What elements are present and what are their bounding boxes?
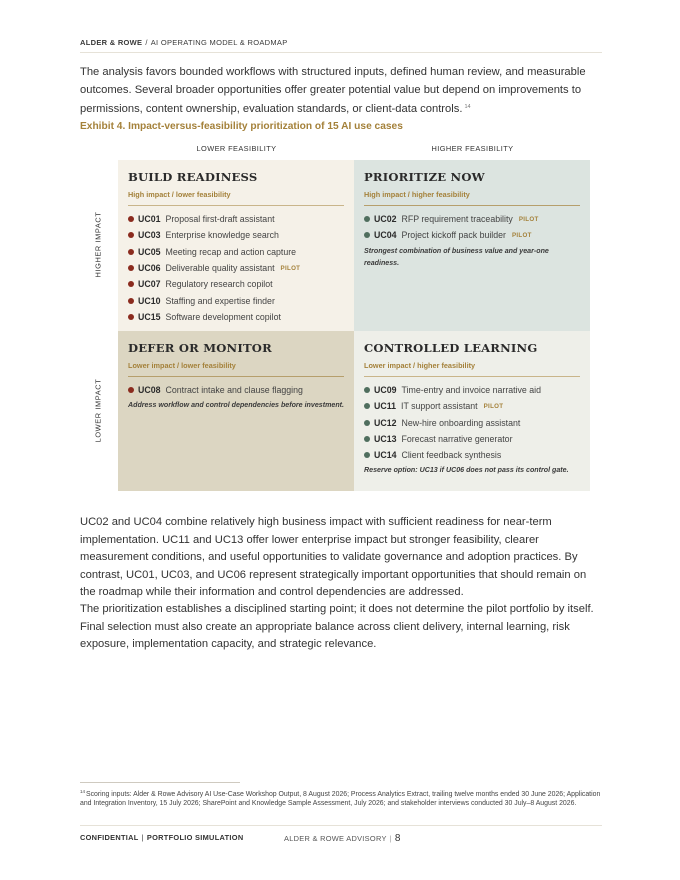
footnote bbox=[80, 788, 602, 808]
footnote-ref[interactable]: 14 bbox=[464, 104, 471, 111]
footnote-text: Scoring inputs: Alder & Rowe Advisory AI Use-Case Workshop Output, 8 August 2026; Process Analytics Extract, trailing twelve months ended 30 June 2026; Application and Integration Inventory, 15 July 2026; SharePoint and Knowledge Sample Assessment, July 2026; and stakeholder interviews conducted 30 July–8 August 2026. bbox=[80, 791, 601, 807]
use-case-label: Software development copilot bbox=[165, 311, 281, 322]
quadrant-note: Reserve option: UC13 if UC06 does not pass its control gate. bbox=[364, 466, 569, 475]
bullet-dot-icon bbox=[128, 265, 134, 271]
header-title: AI OPERATING MODEL & ROADMAP bbox=[150, 38, 288, 47]
exhibit-title: Exhibit 4. Impact-versus-feasibility prioritization of 15 AI use cases bbox=[80, 121, 403, 132]
page-number: 8 bbox=[394, 833, 401, 844]
quadrant-controlled-learning bbox=[354, 331, 590, 491]
use-case-code: UC01 bbox=[138, 214, 161, 225]
use-case-code: UC03 bbox=[138, 230, 161, 241]
quadrant-defer-or-monitor bbox=[118, 331, 354, 491]
body-paragraph: UC02 and UC04 combine relatively high business impact with sufficient readiness for near-term implementation. UC11 and UC13 offer lower enterprise impact but stronger feasibility, clearer measurement conditions, and useful opportunities to validate governance and adoption practices. By contrast, UC01, UC03, and UC06 represent strategically important opportunities that should remain on the roadmap while their information and control dependencies are addressed. bbox=[80, 516, 587, 599]
header-rule bbox=[80, 52, 602, 53]
use-case-label: Enterprise knowledge search bbox=[165, 230, 279, 241]
use-case-label: Meeting recap and action capture bbox=[165, 246, 297, 257]
use-case-label: Contract intake and clause flagging bbox=[165, 385, 303, 396]
use-case-code: UC09 bbox=[374, 385, 397, 396]
use-case-label: Deliverable quality assistant bbox=[165, 263, 275, 274]
bullet-dot-icon bbox=[128, 314, 134, 320]
quadrant-note: Strongest combination of business value and year-one readiness. bbox=[364, 246, 549, 267]
use-case-code: UC15 bbox=[138, 311, 161, 322]
quadrant-prioritize-now bbox=[354, 160, 590, 331]
use-case-label: Regulatory research copilot bbox=[165, 279, 273, 290]
use-case-code: UC10 bbox=[138, 295, 161, 306]
bullet-dot-icon bbox=[364, 436, 370, 442]
bullet-dot-icon bbox=[128, 281, 134, 287]
use-case-item bbox=[364, 447, 580, 463]
use-case-code: UC11 bbox=[374, 401, 397, 412]
quadrant-subtitle: High impact / lower feasibility bbox=[128, 190, 231, 199]
use-case-item bbox=[364, 382, 580, 398]
use-case-label: Forecast narrative generator bbox=[401, 434, 513, 445]
bullet-dot-icon bbox=[128, 249, 134, 255]
pilot-badge: PILOT bbox=[483, 402, 504, 410]
footer-left bbox=[80, 833, 243, 842]
bullet-dot-icon bbox=[364, 232, 370, 238]
row-header-lower-impact: LOWER IMPACT bbox=[93, 378, 103, 443]
footer-right bbox=[284, 833, 401, 844]
column-header-higher-feasibility: HIGHER FEASIBILITY bbox=[431, 144, 514, 153]
row-header-higher-impact: HIGHER IMPACT bbox=[93, 211, 103, 278]
bullet-dot-icon bbox=[128, 298, 134, 304]
use-case-item bbox=[128, 382, 344, 398]
quadrant-rule bbox=[364, 205, 580, 206]
quadrant-rule bbox=[364, 376, 580, 377]
footnote-number: 14 bbox=[80, 789, 86, 794]
pilot-badge: PILOT bbox=[511, 231, 532, 239]
use-case-code: UC02 bbox=[374, 214, 397, 225]
quadrant-title: DEFER OR MONITOR bbox=[128, 341, 272, 355]
quadrant-subtitle: High impact / higher feasibility bbox=[364, 190, 470, 199]
bullet-dot-icon bbox=[364, 420, 370, 426]
footnote-rule bbox=[80, 782, 240, 783]
running-header bbox=[80, 38, 288, 47]
footer-separator: | bbox=[141, 833, 144, 842]
bullet-dot-icon bbox=[364, 403, 370, 409]
use-case-item bbox=[128, 260, 344, 276]
use-case-label: Project kickoff pack builder bbox=[401, 230, 506, 241]
use-case-item bbox=[364, 227, 580, 243]
quadrant-note: Address workflow and control dependencies before investment. bbox=[128, 401, 345, 410]
footer-simulation: PORTFOLIO SIMULATION bbox=[146, 833, 244, 842]
quadrant-build-readiness bbox=[118, 160, 354, 331]
bullet-dot-icon bbox=[364, 387, 370, 393]
header-org: ALDER & ROWE bbox=[80, 38, 143, 47]
use-case-code: UC06 bbox=[138, 263, 161, 274]
quadrant-title: BUILD READINESS bbox=[128, 170, 258, 184]
use-case-item bbox=[364, 398, 580, 414]
use-case-label: Proposal first-draft assistant bbox=[165, 214, 275, 225]
use-case-label: Staffing and expertise finder bbox=[165, 295, 275, 306]
use-case-code: UC14 bbox=[374, 450, 397, 461]
use-case-code: UC07 bbox=[138, 279, 161, 290]
bullet-dot-icon bbox=[128, 216, 134, 222]
use-case-label: New-hire onboarding assistant bbox=[401, 417, 521, 428]
use-case-item bbox=[128, 211, 344, 227]
bullet-dot-icon bbox=[364, 216, 370, 222]
bullet-dot-icon bbox=[364, 452, 370, 458]
use-case-label: IT support assistant bbox=[401, 401, 478, 412]
use-case-item bbox=[364, 431, 580, 447]
column-header-lower-feasibility: LOWER FEASIBILITY bbox=[196, 144, 277, 153]
use-case-label: RFP requirement traceability bbox=[401, 214, 513, 225]
use-case-item bbox=[364, 211, 580, 227]
quadrant-rule bbox=[128, 376, 344, 377]
use-case-label: Time-entry and invoice narrative aid bbox=[401, 385, 542, 396]
footer-org: ALDER & ROWE ADVISORY bbox=[284, 834, 387, 843]
quadrant-rule bbox=[128, 205, 344, 206]
use-case-item bbox=[128, 309, 344, 325]
use-case-code: UC13 bbox=[374, 434, 397, 445]
quadrant-title: CONTROLLED LEARNING bbox=[364, 341, 538, 355]
use-case-code: UC12 bbox=[374, 417, 397, 428]
intro-text: The analysis favors bounded workflows with structured inputs, defined human review, and measurable outcomes. Several broader opportunities offer greater potential value but depend on improvements to permissions, content ownership, evaluation standards, or client-data controls. bbox=[80, 66, 586, 116]
intro-paragraph bbox=[80, 64, 602, 119]
footer-confidential: CONFIDENTIAL bbox=[80, 833, 139, 842]
use-case-item bbox=[128, 227, 344, 243]
body-paragraph: The prioritization establishes a disciplined starting point; it does not determine the pilot portfolio by itself. Final selection must also create an appropriate balance across client delivery, internal learning, risk exposure, implementation capacity, and strategic relevance. bbox=[80, 603, 594, 651]
quadrant-subtitle: Lower impact / higher feasibility bbox=[364, 361, 476, 370]
use-case-code: UC08 bbox=[138, 385, 161, 396]
use-case-code: UC04 bbox=[374, 230, 397, 241]
use-case-item bbox=[128, 292, 344, 308]
pilot-badge: PILOT bbox=[280, 264, 301, 272]
use-case-item bbox=[128, 244, 344, 260]
use-case-label: Client feedback synthesis bbox=[401, 450, 502, 461]
quadrant-subtitle: Lower impact / lower feasibility bbox=[128, 361, 236, 370]
footer-rule bbox=[80, 825, 602, 826]
bullet-dot-icon bbox=[128, 232, 134, 238]
bullet-dot-icon bbox=[128, 387, 134, 393]
header-separator: / bbox=[145, 38, 148, 47]
pilot-badge: PILOT bbox=[518, 215, 539, 223]
use-case-item bbox=[364, 415, 580, 431]
quadrant-title: PRIORITIZE NOW bbox=[364, 170, 485, 184]
use-case-item bbox=[128, 276, 344, 292]
use-case-code: UC05 bbox=[138, 246, 161, 257]
footer-separator: | bbox=[389, 834, 392, 843]
